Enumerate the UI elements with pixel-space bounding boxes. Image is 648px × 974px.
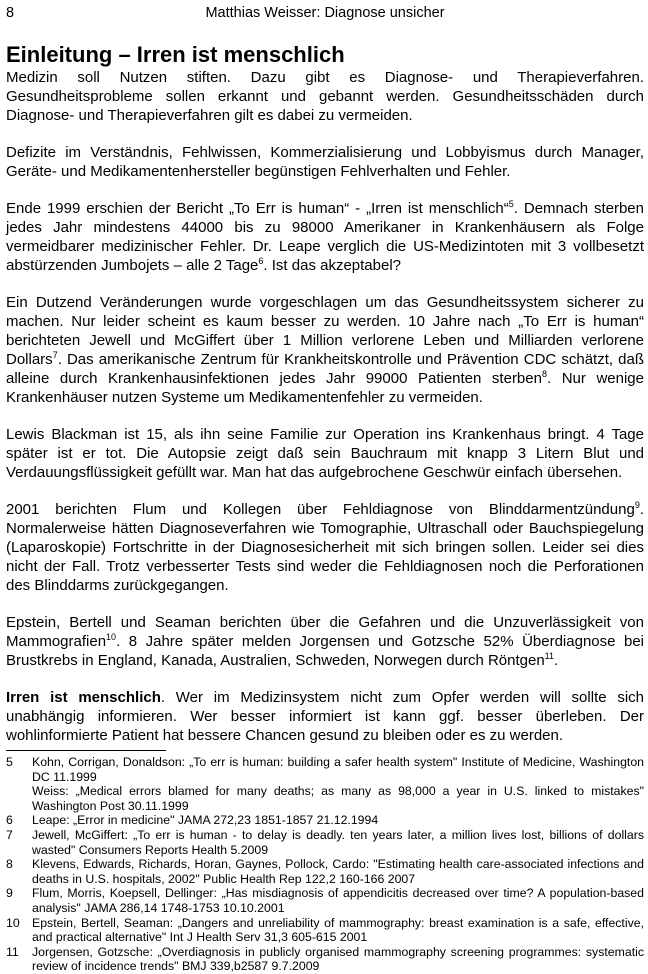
paragraph-6-text-a: 2001 berichten Flum und Kollegen über Fehldiagnose von Blinddarmentzündung [6, 501, 635, 518]
paragraph-3 [6, 199, 644, 275]
footnote-text: Leape: „Error in medicine" JAMA 272,23 1851-1857 21.12.1994 [32, 813, 379, 828]
running-title: Matthias Weisser: Diagnose unsicher [205, 5, 445, 21]
footnote [6, 784, 644, 813]
footnote-ref-7[interactable]: 7 [52, 350, 58, 360]
document-page [6, 4, 644, 974]
footnote-number: 5 [6, 755, 13, 769]
footnote-text: Weiss: „Medical errors blamed for many deaths; as many as 98,000 a year in U.S. linked to mistakes" Washington Post 30.11.1999 [32, 784, 644, 813]
footnote [6, 813, 644, 828]
paragraph-7 [6, 613, 644, 670]
paragraph-4-text-c: . Nur wenige Krankenhäuser nutzen Systeme um Medikamentenfehler zu vermeiden. [6, 370, 644, 406]
body-text [6, 68, 644, 745]
footnote-number: 9 [6, 886, 13, 901]
section-title: Einleitung – Irren ist menschlich [6, 42, 345, 67]
footnote-ref-8[interactable]: 8 [541, 369, 547, 379]
paragraph-6 [6, 500, 644, 595]
page-number: 8 [6, 5, 15, 21]
paragraph-3-text-b: . Demnach sterben jedes Jahr mindestens 44000 bis zu 98000 Amerikaner in Krankenhäusern als Folge vermeidbarer medizinischer Fehler. Dr. Leape verglich die US-Medizintoten mit 3 vollbesetzt abstürzenden Jumbojets – alle 2 Tage [6, 200, 644, 274]
footnote-ref-11[interactable]: 11 [544, 651, 555, 661]
footnote-ref-10[interactable]: 10 [106, 632, 117, 642]
footnote-separator [6, 750, 166, 751]
paragraph-8-emphasis: Irren ist menschlich [6, 689, 161, 706]
footnote-number: 6 [6, 813, 13, 828]
footnote [6, 916, 644, 945]
footnote-text: Kohn, Corrigan, Donaldson: „To err is human: building a safer health system" Institute of Medicine, Washington DC 11.1999 [32, 755, 644, 784]
paragraph-7-text-b: . 8 Jahre später melden Jorgensen und Gotzsche 52% Überdiagnose bei Brustkrebs in England, Kanada, Australien, Schweden, Norwegen durch Röntgen [6, 633, 644, 669]
paragraph-7-text-c: . [554, 652, 559, 669]
footnote-text: Epstein, Bertell, Seaman: „Dangers and unreliability of mammography: breast examination is a safe, effective, and practical alternative" Int J Health Serv 31,3 605-615 2001 [32, 915, 644, 945]
paragraph-5: Lewis Blackman ist 15, als ihn seine Familie zur Operation ins Krankenhaus bringt. 4 Tage später ist er tot. Die Autopsie zeigt daß sein Bauchraum mit knapp 3 Litern Blut und Verdauungsflüssigkeit gefüllt war. Man hat das aufgebrochene Geschwür einfach übersehen. [6, 426, 644, 481]
footnote [6, 857, 644, 886]
footnote-ref-5[interactable]: 5 [508, 199, 514, 209]
paragraph-1: Medizin soll Nutzen stiften. Dazu gibt es Diagnose- und Therapieverfahren. Gesundheitsprobleme sollen erkannt und gebannt werden. Gesundheitsschäden durch Diagnose- und Therapieverfahren gilt es dabei zu vermeiden. [6, 69, 644, 124]
paragraph-4 [6, 293, 644, 407]
footnote [6, 886, 644, 915]
paragraph-3-text-a: Ende 1999 erschien der Bericht „To Err is human“ - „Irren ist menschlich“ [6, 200, 509, 217]
paragraph-6-text-b: . Normalerweise hätten Diagnoseverfahren wie Tomographie, Ultraschall oder Bauchspiegelung (Laparoskopie) Fortschritte in der Diagnosesicherheit mit sich bringen sollen. Leider sei dies nicht der Fall. Trotz verbesserter Tests sind weder die Fehldiagnosen noch die Perforationen des Blinddarms zurückgegangen. [6, 501, 644, 594]
paragraph-4-text-a: Ein Dutzend Veränderungen wurde vorgeschlagen um das Gesundheitssystem sicherer zu machen. Nur leider scheint es kaum besser zu werden. 10 Jahre nach „To Err is human“ berichteten Jewell und McGiffert über 1 Million verlorene Leben und Milliarden verlorene Dollars [6, 294, 644, 368]
footnote [6, 755, 644, 784]
running-header [6, 4, 644, 24]
paragraph-8-text: . Wer im Medizinsystem nicht zum Opfer werden will sollte sich unabhängig informieren. Wer besser informiert ist kann ggf. besser überleben. Der wohlinformierte Patient hat bessere Chancen gesund zu bleiben oder es zu werden. [6, 689, 644, 744]
paragraph-2: Defizite im Verständnis, Fehlwissen, Kommerzialisierung und Lobbyismus durch Manager, Geräte- und Medikamentenhersteller begünstigen Fehlverhalten und Fehler. [6, 144, 644, 180]
footnote-number: 11 [6, 944, 19, 959]
footnote [6, 828, 644, 857]
paragraph-3-text-c: . Ist das akzeptabel? [263, 257, 402, 274]
footnote-number [6, 784, 32, 813]
footnote-number: 8 [6, 857, 13, 872]
footnote-ref-6[interactable]: 6 [258, 256, 264, 266]
footnote [6, 945, 644, 974]
footnote-text: Jorgensen, Gotzsche: „Overdiagnosis in publicly organised mammography screening programmes: systematic review of incidence trends" BMJ 339,b2587 9.7.2009 [32, 944, 644, 974]
footnote-number: 7 [6, 827, 13, 842]
paragraph-7-text-a: Epstein, Bertell und Seaman berichten über die Gefahren und die Unzuverlässigkeit von Mammografien [6, 614, 644, 650]
footnote-ref-9[interactable]: 9 [634, 500, 640, 510]
paragraph-8 [6, 688, 644, 745]
paragraph-4-text-b: . Das amerikanische Zentrum für Krankheitskontrolle und Prävention CDC schätzt, daß alleine durch Krankenhausinfektionen jedes Jahr 99000 Patienten sterben [6, 351, 644, 387]
footnote-text: Klevens, Edwards, Richards, Horan, Gaynes, Pollock, Cardo: "Estimating health care-associated infections and deaths in U.S. hospitals, 2002" Public Health Rep 122,2 160-166 2007 [32, 857, 644, 886]
footnotes [6, 755, 644, 974]
footnote-text: Jewell, McGiffert: „To err is human - to delay is deadly. ten years later, a million lives lost, billions of dollars wasted" Consumers Reports Health 5.2009 [32, 827, 644, 857]
footnote-number: 10 [6, 915, 20, 930]
footnote-text: Flum, Morris, Koepsell, Dellinger: „Has misdiagnosis of appendicitis decreased over time? A population-based analysis" JAMA 286,14 1748-1753 10.10.2001 [32, 886, 644, 915]
